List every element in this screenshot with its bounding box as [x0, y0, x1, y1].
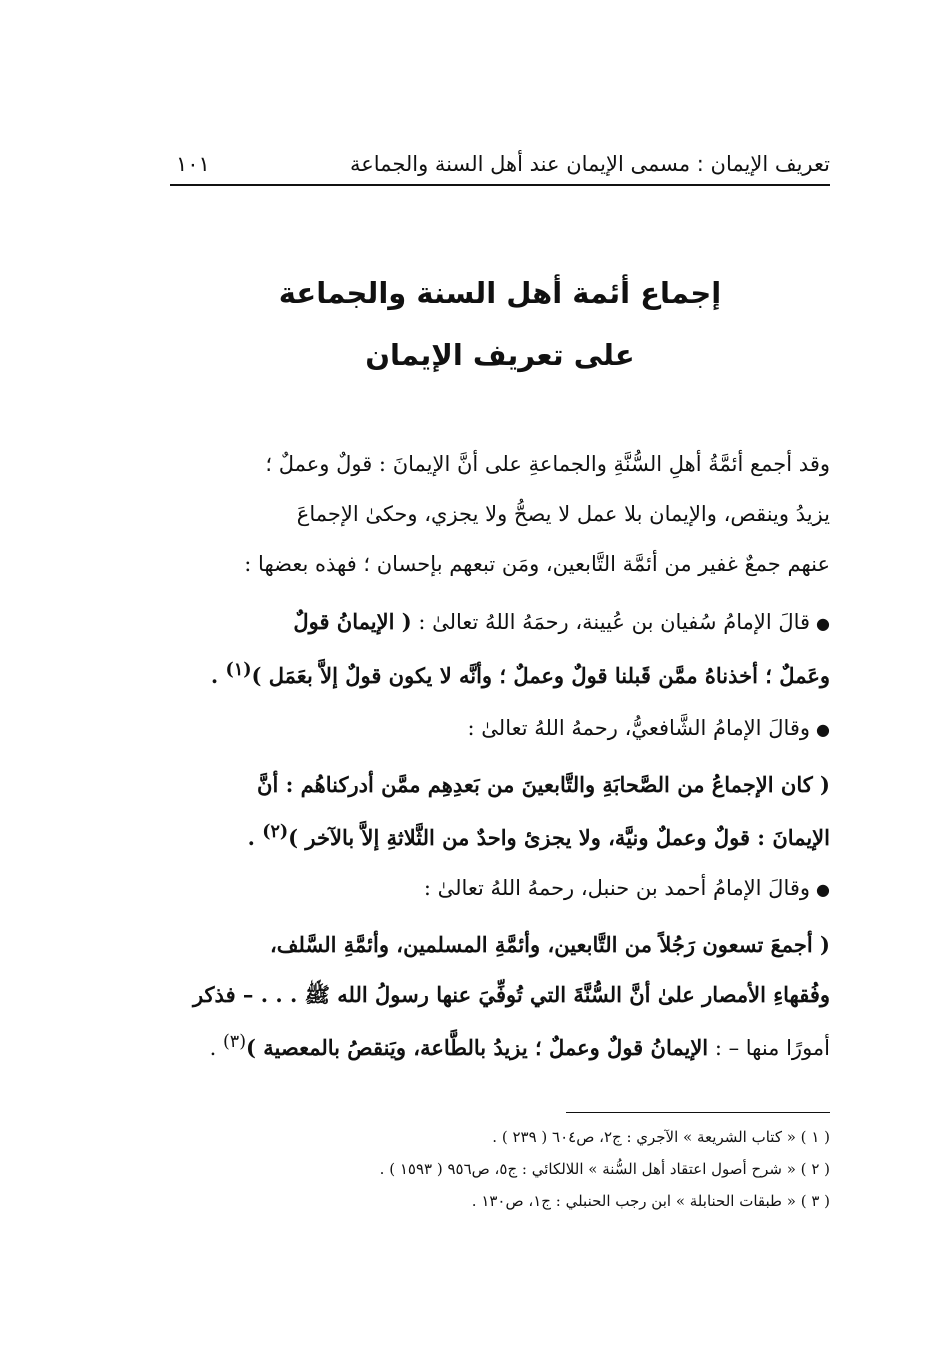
quote-1-start: ( الإيمانُ قولٌ — [293, 609, 412, 634]
footnote-ref: (٢) — [262, 822, 289, 842]
quote-3-aside: أمورًا منها – : — [714, 1036, 830, 1060]
running-header — [170, 150, 830, 186]
quote-2-line-1: ( كان الإجماعُ من الصَّحابَةِ والتَّابعينَ من بَعدِهِم ممَّن أدركناهُم : أنَّ — [257, 772, 830, 797]
bullet-icon: ● — [816, 720, 830, 739]
quote-2-intro: وقالَ الإمامُ الشَّافعيُّ، رحمهُ اللهُ تعالىٰ : — [467, 716, 811, 740]
body-line: عنهم جمعٌ غفير من أئمَّة التَّابعين، ومَن تبعهم بإحسان ؛ فهذه بعضها : — [244, 552, 830, 576]
quote-2-intro-line — [118, 716, 830, 740]
bullet-icon: ● — [816, 614, 830, 633]
footnote-ref: (١) — [225, 660, 252, 680]
quote-1-intro: قالَ الإمامُ سُفيان بن عُيينة، رحمَهُ اللهُ تعالىٰ : — [418, 610, 811, 634]
quote-3-line-1: ( أجمعَ تسعون رَجُلاً من التَّابعين، وأئمَّةِ المسلمين، وأئمَّةِ السَّلف، — [270, 932, 830, 957]
chapter-title-line-2: على تعريف الإيمان — [365, 338, 635, 372]
body-line: يزيدُ وينقص، والإيمان بلا عمل لا يصحُّ ولا يجزي، وحكىٰ الإجماعَ — [296, 502, 830, 526]
quote-1-text: وعَملٌ ؛ أخذناهُ ممَّن قَبلنا قولٌ وعملٌ ؛ وأنَّه لا يكون قولٌ إلاَّ بعَمَل ) — [251, 663, 830, 688]
bullet-icon: ● — [816, 880, 830, 899]
header-title: تعريف الإيمان : مسمى الإيمان عند أهل السنة والجماعة — [349, 152, 830, 176]
body-line: وقد أجمع أئمَّةُ أهلِ السُّنَّةِ والجماعةِ على أنَّ الإيمانَ : قولٌ وعملٌ ؛ — [265, 452, 830, 476]
quote-3-text: الإيمانُ قولٌ وعملٌ ؛ يزيدُ بالطَّاعة، ويَنقصُ بالمعصية ) — [246, 1035, 709, 1060]
footnote-ref: (٣) — [222, 1032, 247, 1052]
quote-3-line-3: أمورًا منها – : الإيمانُ قولٌ وعملٌ ؛ يزيدُ بالطَّاعة، ويَنقصُ بالمعصية )$^{(٣)}$ . — [209, 1032, 830, 1060]
chapter-title-line-1: إجماع أئمة أهل السنة والجماعة — [278, 276, 722, 310]
footnote-1: ( ١ ) « كتاب الشريعة » الآجري : ج٢، ص٦٠٤ ( ٢٣٩ ) . — [492, 1128, 830, 1146]
quote-1-line-1 — [118, 609, 830, 634]
footnote-2: ( ٢ ) « شرح أصول اعتقاد أهل السُّنة » اللالكائي : ج٥، ص٩٥٦ ( ١٥٩٣ ) . — [379, 1160, 830, 1178]
footnote-divider — [566, 1112, 830, 1113]
quote-3-intro-line — [118, 876, 830, 900]
quote-1-line-2: وعَملٌ ؛ أخذناهُ ممَّن قَبلنا قولٌ وعملٌ ؛ وأنَّه لا يكون قولٌ إلاَّ بعَمَل )$^{(١)}$ . — [210, 660, 830, 688]
quote-3-intro: وقالَ الإمامُ أحمد بن حنبل، رحمهُ اللهُ تعالىٰ : — [423, 876, 811, 900]
page-number: ١٠١ — [176, 152, 210, 176]
footnote-3: ( ٣ ) « طبقات الحنابلة » ابن رجب الحنبلي : ج١، ص١٣٠ . — [471, 1192, 830, 1210]
quote-3-line-2: وفُقهاءِ الأمصار علىٰ أنَّ السُّنَّةَ التي تُوفِّيَ عنها رسولُ الله ﷺ . . . – فذكر — [192, 982, 830, 1007]
quote-2-line-2: الإيمانَ : قولٌ وعملٌ ونيَّة، ولا يجزئ واحدٌ من الثَّلاثةِ إلاَّ بالآخر )$^{(٢)}$ . — [247, 822, 830, 850]
quote-2-text: الإيمانَ : قولٌ وعملٌ ونيَّة، ولا يجزئ واحدٌ من الثَّلاثةِ إلاَّ بالآخر ) — [288, 825, 830, 850]
